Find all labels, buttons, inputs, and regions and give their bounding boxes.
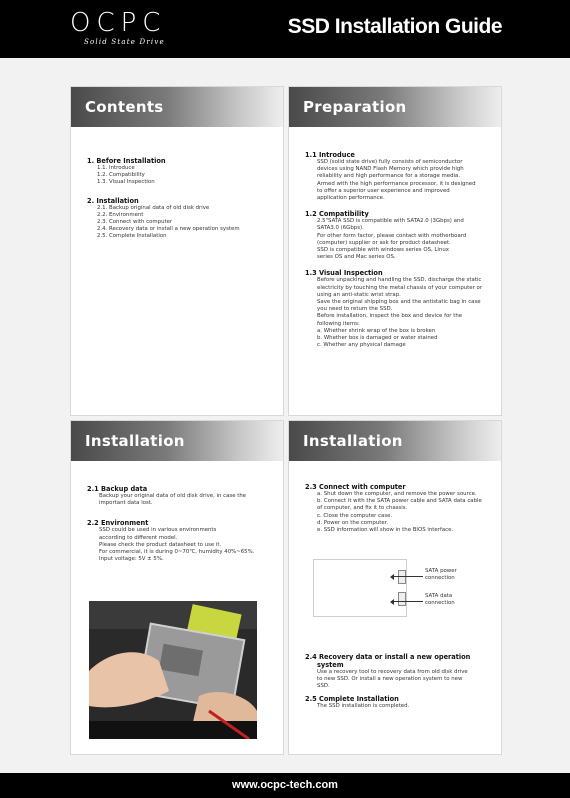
arrow-icon bbox=[393, 601, 423, 602]
diagram-label-line: SATA power bbox=[425, 568, 457, 574]
paragraph-line: you need to return the SSD. bbox=[317, 306, 393, 313]
installation-right-lower bbox=[289, 641, 502, 710]
diagram-label-line: SATA data bbox=[425, 593, 453, 599]
paragraph-line: Please check the product datasheet to use it. bbox=[99, 541, 222, 548]
paragraph-line: 2.5"SATA SSD is compatible with SATA2.0 (3Gbps) and bbox=[317, 218, 464, 225]
arrow-icon bbox=[393, 576, 423, 577]
paragraph-line: d. Power on the computer. bbox=[317, 519, 389, 526]
paragraph-line: according to different model. bbox=[99, 534, 178, 541]
paragraph-line: a. Whether shrink wrap of the box is broken bbox=[317, 327, 436, 334]
section-title: 2.1 Backup data bbox=[87, 485, 148, 493]
sata-data-port-icon bbox=[398, 592, 406, 606]
contents-section-title: 2. Installation bbox=[87, 196, 139, 205]
paragraph-line: Input voltage: 5V ± 5%. bbox=[99, 556, 164, 563]
installation-right-body bbox=[289, 461, 501, 534]
paragraph-line: SSD is compatible with windows series OS, Linux bbox=[317, 247, 449, 254]
paragraph-line: to offer a superior user experience and improved bbox=[317, 187, 450, 194]
paragraph-line: SSD. bbox=[317, 683, 330, 690]
contents-item: 1.1. Introduce bbox=[97, 165, 135, 171]
logo-tagline: Solid State Drive bbox=[84, 38, 165, 46]
sata-power-label bbox=[425, 568, 457, 581]
paragraph-line: reliability and high performance for a storage media. bbox=[317, 173, 461, 180]
contents-item: 2.4. Recovery data or install a new operation system bbox=[97, 226, 240, 233]
contents-item: 2.2. Environment bbox=[97, 211, 144, 218]
contents-item: 2.3. Connect with computer bbox=[97, 219, 173, 226]
contents-item: 1.3. Visual Inspection bbox=[97, 179, 155, 186]
contents-heading: Contents bbox=[71, 87, 283, 127]
paragraph-line: Before installation, inspect the box and device for the bbox=[317, 313, 463, 320]
page-title: SSD Installation Guide bbox=[287, 15, 502, 38]
paragraph-line: electricity by touching the metal chassis of your computer or bbox=[317, 284, 483, 291]
installation-panel-right bbox=[288, 420, 502, 755]
paragraph-line: The SSD installation is completed. bbox=[317, 702, 410, 709]
section-title: 2.4 Recovery data or install a new operation bbox=[305, 653, 471, 661]
section-title: 1.1 Introduce bbox=[305, 151, 355, 159]
section-title: 1.3 Visual Inspection bbox=[305, 269, 383, 278]
contents-section-title: 1. Before Installation bbox=[87, 157, 166, 165]
footer-url: www.ocpc-tech.com bbox=[0, 773, 570, 798]
paragraph-line: Use a recovery tool to recovery data from old disk drive bbox=[317, 669, 468, 675]
diagram-label-line: connection bbox=[425, 599, 455, 606]
paragraph-line: e. SSD information will show in the BIOS interface. bbox=[317, 527, 454, 534]
section-title: 2.2 Environment bbox=[87, 519, 149, 528]
paragraph-line: For commercial, it is during 0~70℃, humidity 40%~65%. bbox=[99, 549, 255, 556]
contents-body bbox=[71, 127, 283, 241]
sata-connection-diagram bbox=[313, 559, 407, 617]
paragraph-line: (computer) supplier or ask for product datasheet. bbox=[317, 239, 451, 246]
ssd-installation-photo bbox=[89, 601, 257, 739]
brand-logo bbox=[70, 10, 166, 46]
paragraph-line: Save the original shipping box and the antistatic bag in case bbox=[317, 299, 481, 306]
section-title: 1.2 Compatibility bbox=[305, 210, 369, 219]
contents-item: 2.1. Backup original data of old disk drive bbox=[97, 204, 210, 211]
photo-illustration bbox=[89, 601, 257, 739]
paragraph-line: using an anti-static wrist strap. bbox=[317, 291, 401, 298]
paragraph-line: b. Whether box is damaged or water stained bbox=[317, 335, 438, 342]
paragraph-line: application performance. bbox=[317, 195, 385, 202]
preparation-body bbox=[289, 127, 501, 349]
paragraph-line: of computer, and fix it to chassis. bbox=[317, 505, 408, 512]
paragraph-line: to new SSD. Or install a new operation system to new bbox=[317, 676, 463, 683]
contents-panel bbox=[70, 86, 284, 416]
installation-left-body bbox=[71, 461, 283, 563]
paragraph-line: SSD could be used in various environments bbox=[99, 527, 217, 534]
paragraph-line: devices using NAND Flash Memory which provide high bbox=[317, 166, 464, 173]
preparation-panel bbox=[288, 86, 502, 416]
sata-data-label bbox=[425, 593, 455, 606]
paragraph-line: c. Close the computer case. bbox=[317, 512, 393, 519]
header-bar bbox=[0, 0, 570, 58]
contents-item: 2.5. Complete Installation bbox=[97, 233, 167, 240]
installation-panel-left bbox=[70, 420, 284, 755]
paragraph-line: b. Connect it with the SATA power cable and SATA data cable bbox=[317, 498, 482, 505]
paragraph-line: a. Shut down the computer, and remove the power source. bbox=[317, 491, 477, 497]
paragraph-line: For other form factor, please contact with motherboard bbox=[317, 232, 467, 239]
section-title: 2.5 Complete Installation bbox=[305, 694, 399, 703]
paragraph-line: Backup your original data of old disk drive, in case the bbox=[99, 493, 247, 499]
preparation-heading: Preparation bbox=[289, 87, 501, 127]
paragraph-line: important data lost. bbox=[99, 500, 153, 507]
paragraph-line: following items: bbox=[317, 320, 360, 327]
sata-power-port-icon bbox=[398, 570, 406, 584]
section-title-continued: system bbox=[317, 661, 344, 669]
contents-item: 1.2. Compatibility bbox=[97, 172, 145, 179]
installation-heading: Installation bbox=[71, 421, 283, 461]
diagram-label-line: connection bbox=[425, 574, 455, 581]
installation-heading: Installation bbox=[289, 421, 501, 461]
section-title: 2.3 Connect with computer bbox=[305, 483, 406, 491]
paragraph-line: Before unpacking and handling the SSD, discharge the static bbox=[317, 277, 482, 284]
paragraph-line: SATA3.0 (6Gbps). bbox=[317, 225, 364, 232]
paragraph-line: c. Whether any physical damage bbox=[317, 342, 406, 349]
paragraph-line: Armed with the high performance processor, it is designed bbox=[317, 180, 476, 187]
paragraph-line: series OS and Mac series OS. bbox=[317, 254, 396, 261]
logo-wordmark: OCPC bbox=[70, 8, 167, 38]
paragraph-line: SSD (solid state drive) fully consists of semiconductor bbox=[317, 159, 463, 165]
